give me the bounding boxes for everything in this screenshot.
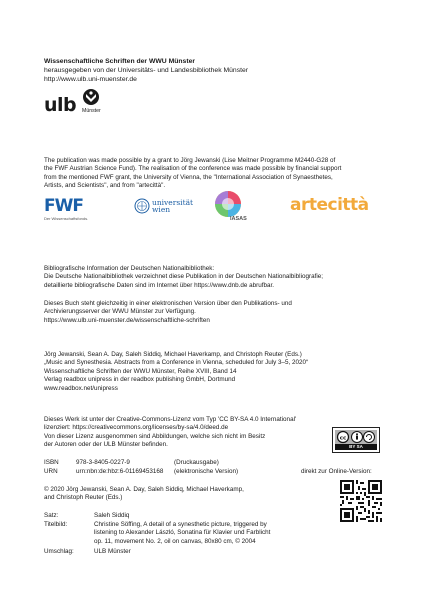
license-line: Dieses Werk ist unter der Creative-Commons-Lizenz vom Typ 'CC BY-SA 4.0 International' (44, 416, 297, 423)
book-editors: Jörg Jewanski, Sean A. Day, Saleh Siddiq, Michael Haverkamp, and Christoph Reuter (Eds.) (44, 351, 302, 358)
dnb-line: Bibliografische Information der Deutschen Nationalbibliothek: (44, 265, 215, 272)
ulb-logo (44, 88, 104, 120)
ulb-logo-word: ulb (44, 94, 77, 116)
titelbild-line: Christine Söffing, A detail of a synesthetic picture, triggered by (94, 521, 267, 528)
funding-line: Artists, and Scientists", and from "artecittà". (44, 182, 166, 190)
cc-by-sa-badge[interactable] (332, 427, 380, 453)
ulb-emblem-icon (82, 88, 100, 106)
univie-logo-line1: universität (152, 198, 194, 207)
iasas-logo-word: IASAS (230, 216, 247, 222)
isbn-note: (Druckausgabe) (174, 459, 219, 466)
artecitta-logo (290, 195, 369, 215)
titelbild-line: op. 11, movement No. 2, oil on canvas, 80x80 cm, © 2004 (94, 537, 256, 545)
electronic-line: Archivierungsserver der WWU Münster zur Verfügung. (44, 308, 196, 316)
online-version-label: direkt zur Online-Version: (301, 468, 372, 475)
titelbild-description (94, 521, 270, 546)
copyright-line: © 2020 Jörg Jewanski, Sean A. Day, Saleh Siddiq, Michael Haverkamp, (44, 486, 244, 493)
cc-license-icons (335, 430, 377, 444)
fwf-logo-word: FWF (44, 196, 83, 216)
urn-value: urn:nbn:de:hbz:6-01169453168 (76, 468, 164, 475)
svg-text:cc: cc (339, 435, 347, 442)
funding-line: the FWF Austrian Science Fund). The realisation of the conference was made possible by financial support (44, 165, 342, 173)
book-info (44, 351, 308, 393)
fwf-logo-sub: Der Wissenschaftsfonds. (44, 216, 89, 221)
electronic-paragraph (44, 300, 292, 325)
copyright (44, 486, 244, 503)
qr-code-icon[interactable] (340, 480, 382, 522)
umschlag-label: Umschlag: (44, 548, 74, 555)
book-title: „Music and Synesthesia. Abstracts from a Conference in Vienna, scheduled for July 3–5, 2020“ (44, 359, 309, 367)
book-publisher-link[interactable]: www.readbox.net/unipress (44, 384, 118, 392)
book-publisher: Verlag readbox unipress in der readbox publishing GmbH, Dortmund (44, 376, 236, 384)
dnb-paragraph (44, 265, 323, 290)
license-line: lizenziert: https://creativecommons.org/licenses/by-sa/4.0/deed.de (44, 424, 229, 432)
iasas-color-wheel-icon (214, 190, 242, 218)
satz-value: Saleh Siddiq (94, 512, 130, 519)
titelbild-line: listening to Alexander László, Sonatina für Klavier und Farblicht (94, 529, 271, 537)
umschlag-value: ULB Münster (94, 548, 131, 555)
license-line: Von dieser Lizenz ausgenommen sind Abbildungen, welche sich nicht im Besitz (44, 432, 266, 440)
univie-logo (134, 197, 204, 219)
fwf-logo (44, 196, 114, 224)
cc-badge-label: BY SA (335, 444, 377, 450)
artecitta-logo-word: artecittà (290, 195, 369, 215)
iasas-logo (212, 190, 262, 228)
satz-label: Satz: (44, 512, 59, 519)
electronic-line: Dieses Buch steht gleichzeitig in einer elektronischen Version über den Publikations- und (44, 300, 292, 307)
license-paragraph (44, 416, 296, 450)
dnb-line: Die Deutsche Nationalbibliothek verzeichnet diese Publikation in der Deutschen Nationalbibliografie; (44, 273, 323, 281)
series-publisher: herausgegeben von der Universitäts- und Landesbibliothek Münster (44, 67, 249, 74)
urn-label: URN (44, 468, 58, 475)
electronic-url-link[interactable]: https://www.ulb.uni-muenster.de/wissenschaftliche-schriften (44, 316, 210, 324)
series-title: Wissenschaftliche Schriften der WWU Münster (44, 58, 196, 65)
series-url-link[interactable]: http://www.ulb.uni-muenster.de (44, 76, 137, 83)
isbn-value: 978-3-8405-0227-9 (76, 459, 130, 466)
funding-paragraph (44, 157, 341, 191)
urn-note: (elektronische Version) (174, 468, 239, 475)
book-series: Wissenschaftliche Schriften der WWU Münster, Reihe XVIII, Band 14 (44, 367, 237, 375)
copyright-line: and Christoph Reuter (Eds.) (44, 494, 123, 502)
univie-seal-icon (134, 198, 150, 214)
funding-line: The publication was made possible by a grant to Jörg Jewanski (Lise Meitner Programme M2440-G28 of (44, 157, 336, 164)
funding-line: from the mentioned FWF grant, the University of Vienna, the "International Association of Synaesthetes, (44, 173, 333, 181)
dnb-line: detaillierte bibliografische Daten sind im Internet über https://www.dnb.de abrufbar. (44, 281, 274, 289)
ulb-logo-sub: Münster (82, 108, 101, 114)
titelbild-label: Titelbild: (44, 521, 68, 528)
isbn-label: ISBN (44, 459, 59, 466)
univie-logo-line2: wien (152, 205, 171, 214)
license-line: der Autoren oder der ULB Münster befinden. (44, 441, 168, 449)
